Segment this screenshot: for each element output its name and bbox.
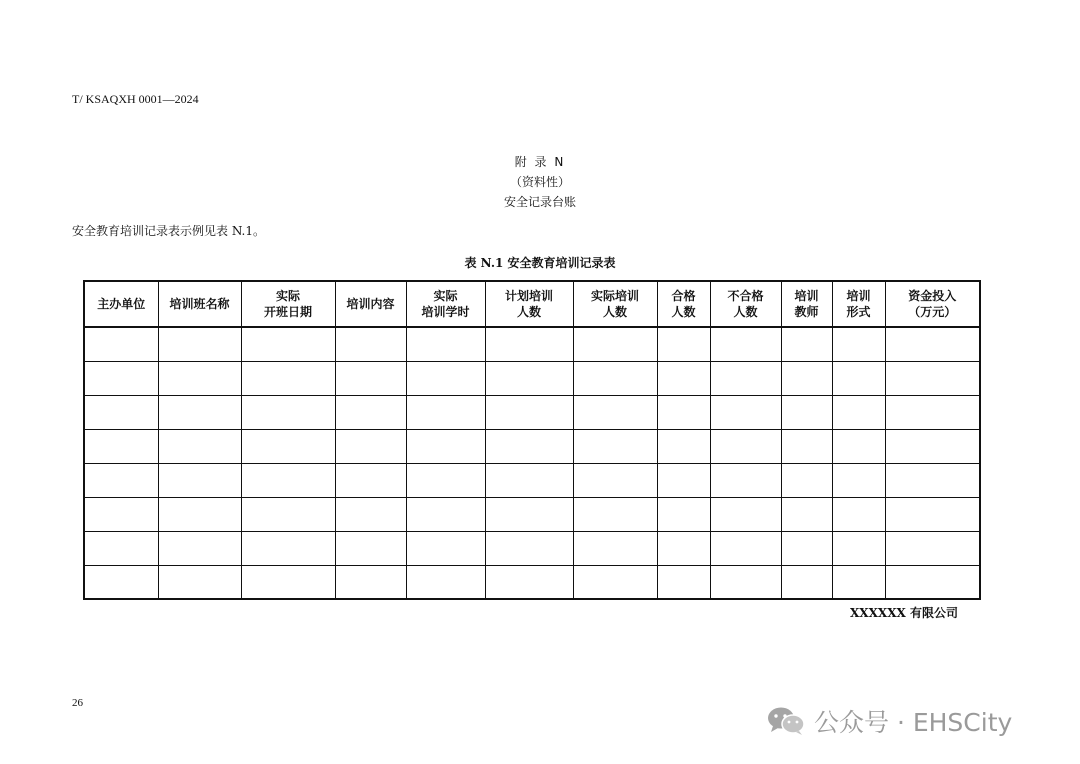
company-name: XXXXXX 有限公司 xyxy=(849,606,958,620)
column-header-line: 人数 xyxy=(602,305,627,319)
table-cell xyxy=(781,395,832,429)
column-header-line: （万元） xyxy=(908,305,957,319)
table-cell xyxy=(657,429,710,463)
table-cell xyxy=(781,565,832,599)
table-cell xyxy=(485,463,573,497)
table-cell xyxy=(781,463,832,497)
table-cell xyxy=(485,565,573,599)
appendix-label: 附 录 N xyxy=(514,155,566,169)
column-header xyxy=(241,281,335,327)
column-header-line: 计划培训 xyxy=(504,289,553,303)
table-cell xyxy=(710,395,781,429)
table-cell xyxy=(573,395,657,429)
table-cell xyxy=(335,327,406,361)
table-cell xyxy=(832,327,885,361)
table-cell xyxy=(832,395,885,429)
table-cell xyxy=(832,531,885,565)
table-cell xyxy=(710,361,781,395)
table-cell xyxy=(657,497,710,531)
table-cell xyxy=(84,429,158,463)
table-cell xyxy=(710,531,781,565)
table-cell xyxy=(781,327,832,361)
table-cell xyxy=(485,395,573,429)
table-cell xyxy=(406,361,485,395)
page-number: 26 xyxy=(72,697,83,709)
table-cell xyxy=(241,395,335,429)
table-cell xyxy=(710,429,781,463)
table-row xyxy=(84,361,980,395)
table-cell xyxy=(832,463,885,497)
table-row xyxy=(84,327,980,361)
table-cell xyxy=(710,497,781,531)
table-cell xyxy=(657,327,710,361)
table-cell xyxy=(335,463,406,497)
table-cell xyxy=(406,463,485,497)
column-header-line: 培训 xyxy=(794,289,819,303)
table-cell xyxy=(241,565,335,599)
table-cell xyxy=(335,531,406,565)
table-cell xyxy=(335,497,406,531)
column-header-line: 人数 xyxy=(733,305,758,319)
column-header xyxy=(84,281,158,327)
table-cell xyxy=(158,531,241,565)
column-header xyxy=(657,281,710,327)
table-cell xyxy=(832,497,885,531)
table-cell xyxy=(832,429,885,463)
table-cell xyxy=(832,565,885,599)
table-cell xyxy=(657,395,710,429)
column-header-line: 主办单位 xyxy=(97,297,146,311)
table-cell xyxy=(885,463,980,497)
table-cell xyxy=(573,565,657,599)
table-cell xyxy=(573,361,657,395)
table-cell xyxy=(158,327,241,361)
table-cell xyxy=(885,395,980,429)
table-cell xyxy=(485,429,573,463)
table-cell xyxy=(885,327,980,361)
table-cell xyxy=(158,361,241,395)
column-header-line: 人数 xyxy=(516,305,541,319)
table-cell xyxy=(485,497,573,531)
column-header-line: 培训班名称 xyxy=(169,297,230,311)
table-cell xyxy=(241,497,335,531)
column-header-line: 培训内容 xyxy=(346,297,395,311)
table-cell xyxy=(885,497,980,531)
table-cell xyxy=(241,327,335,361)
table-cell xyxy=(832,361,885,395)
column-header-line: 人数 xyxy=(671,305,696,319)
column-header-line: 实际 xyxy=(433,289,458,303)
table-cell xyxy=(84,531,158,565)
column-header-line: 教师 xyxy=(794,305,819,319)
table-cell xyxy=(406,395,485,429)
table-cell xyxy=(573,463,657,497)
table-cell xyxy=(84,565,158,599)
table-cell xyxy=(573,429,657,463)
table-cell xyxy=(84,463,158,497)
table-caption: 表 N.1 安全教育培训记录表 xyxy=(464,256,616,270)
table-cell xyxy=(885,565,980,599)
table-cell xyxy=(485,327,573,361)
column-header-line: 实际 xyxy=(275,289,300,303)
table-row xyxy=(84,531,980,565)
column-header-line: 资金投入 xyxy=(908,289,957,303)
table-row xyxy=(84,463,980,497)
table-cell xyxy=(406,565,485,599)
column-header-line: 实际培训 xyxy=(590,289,639,303)
table-cell xyxy=(885,361,980,395)
table-cell xyxy=(158,429,241,463)
table-cell xyxy=(781,429,832,463)
table-cell xyxy=(710,327,781,361)
table-cell xyxy=(657,361,710,395)
table-cell xyxy=(158,497,241,531)
table-cell xyxy=(710,565,781,599)
table-row xyxy=(84,429,980,463)
table-cell xyxy=(573,497,657,531)
intro-text: 安全教育培训记录表示例见表 N.1。 xyxy=(72,224,265,238)
table-cell xyxy=(657,463,710,497)
table-cell xyxy=(158,463,241,497)
column-header xyxy=(832,281,885,327)
column-header xyxy=(710,281,781,327)
table-cell xyxy=(781,531,832,565)
table-cell xyxy=(335,395,406,429)
watermark-text: 公众号 · EHSCity xyxy=(814,708,1013,737)
standard-code: T/ KSAQXH 0001—2024 xyxy=(72,92,199,106)
column-header-line: 不合格 xyxy=(727,289,764,303)
table-row xyxy=(84,395,980,429)
table-cell xyxy=(573,327,657,361)
table-cell xyxy=(485,531,573,565)
table-cell xyxy=(573,531,657,565)
column-header xyxy=(573,281,657,327)
table-cell xyxy=(158,395,241,429)
appendix-nature: （资料性） xyxy=(509,175,570,189)
column-header-line: 开班日期 xyxy=(263,305,312,319)
column-header xyxy=(485,281,573,327)
table-cell xyxy=(485,361,573,395)
column-header-line: 合格 xyxy=(671,289,696,303)
table-cell xyxy=(781,361,832,395)
table-row xyxy=(84,565,980,599)
table-cell xyxy=(885,429,980,463)
column-header xyxy=(781,281,832,327)
appendix-title: 安全记录台账 xyxy=(503,195,576,209)
table-cell xyxy=(335,429,406,463)
column-header xyxy=(406,281,485,327)
table-cell xyxy=(84,395,158,429)
table-header-row xyxy=(84,281,980,327)
watermark xyxy=(766,703,1012,739)
table-cell xyxy=(241,361,335,395)
table-cell xyxy=(885,531,980,565)
column-header-line: 形式 xyxy=(846,305,871,319)
table-cell xyxy=(406,531,485,565)
wechat-icon xyxy=(766,705,808,737)
table-cell xyxy=(335,361,406,395)
table-cell xyxy=(84,497,158,531)
table-row xyxy=(84,497,980,531)
training-record-table xyxy=(83,280,981,600)
table-cell xyxy=(241,531,335,565)
table-cell xyxy=(406,497,485,531)
table-cell xyxy=(657,531,710,565)
column-header xyxy=(335,281,406,327)
column-header-line: 培训 xyxy=(846,289,871,303)
table-cell xyxy=(241,429,335,463)
table-cell xyxy=(657,565,710,599)
table-cell xyxy=(84,327,158,361)
column-header xyxy=(885,281,980,327)
column-header-line: 培训学时 xyxy=(421,305,470,319)
table-cell xyxy=(158,565,241,599)
table-cell xyxy=(781,497,832,531)
table-cell xyxy=(710,463,781,497)
table-cell xyxy=(406,327,485,361)
column-header xyxy=(158,281,241,327)
table-cell xyxy=(406,429,485,463)
table-cell xyxy=(241,463,335,497)
table-cell xyxy=(84,361,158,395)
table-cell xyxy=(335,565,406,599)
